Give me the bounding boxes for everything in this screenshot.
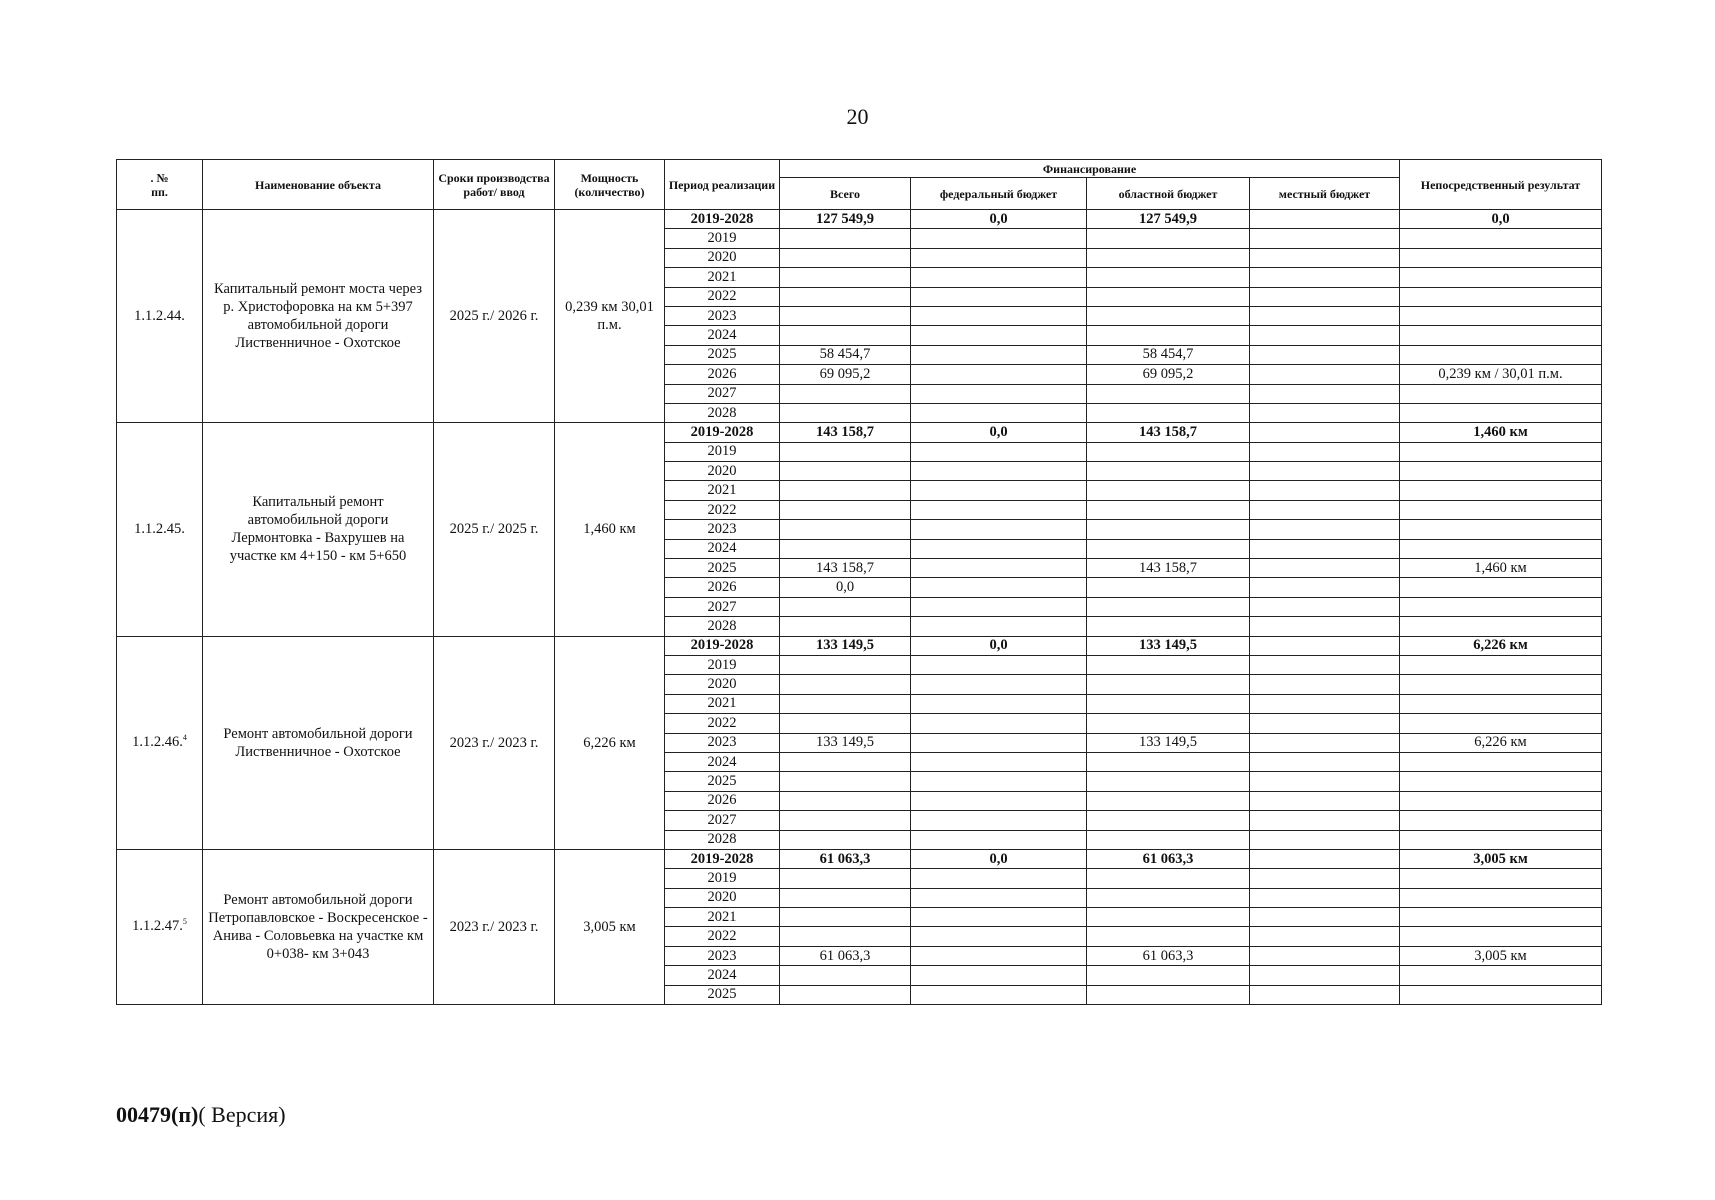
period-cell: 2022 bbox=[665, 287, 780, 306]
local-cell bbox=[1250, 908, 1400, 927]
federal-cell bbox=[911, 345, 1087, 364]
result-cell bbox=[1400, 597, 1602, 616]
regional-cell bbox=[1087, 268, 1250, 287]
federal-cell bbox=[911, 830, 1087, 849]
regional-cell: 143 158,7 bbox=[1087, 423, 1250, 442]
federal-cell bbox=[911, 442, 1087, 461]
federal-cell bbox=[911, 597, 1087, 616]
footnote-marker: 4 bbox=[182, 733, 187, 743]
object-number bbox=[117, 210, 203, 423]
period-cell: 2019-2028 bbox=[665, 210, 780, 229]
total-cell bbox=[780, 539, 911, 558]
local-cell bbox=[1250, 888, 1400, 907]
period-cell: 2026 bbox=[665, 791, 780, 810]
federal-cell bbox=[911, 714, 1087, 733]
object-number bbox=[117, 849, 203, 1004]
table-body bbox=[117, 210, 1602, 1005]
federal-cell bbox=[911, 966, 1087, 985]
regional-cell bbox=[1087, 384, 1250, 403]
local-cell bbox=[1250, 578, 1400, 597]
local-cell bbox=[1250, 442, 1400, 461]
regional-cell bbox=[1087, 869, 1250, 888]
object-number-text: 1.1.2.45. bbox=[134, 520, 185, 537]
table-row bbox=[117, 849, 1602, 868]
period-cell: 2024 bbox=[665, 326, 780, 345]
period-cell: 2021 bbox=[665, 694, 780, 713]
object-terms: 2025 г./ 2026 г. bbox=[434, 210, 555, 423]
period-cell: 2028 bbox=[665, 830, 780, 849]
period-cell: 2022 bbox=[665, 500, 780, 519]
regional-cell bbox=[1087, 791, 1250, 810]
federal-cell bbox=[911, 326, 1087, 345]
regional-cell bbox=[1087, 520, 1250, 539]
period-cell: 2020 bbox=[665, 462, 780, 481]
total-cell: 133 149,5 bbox=[780, 636, 911, 655]
total-cell bbox=[780, 772, 911, 791]
regional-cell bbox=[1087, 248, 1250, 267]
total-cell: 0,0 bbox=[780, 578, 911, 597]
regional-cell bbox=[1087, 462, 1250, 481]
total-cell bbox=[780, 811, 911, 830]
period-cell: 2027 bbox=[665, 597, 780, 616]
total-cell bbox=[780, 617, 911, 636]
table-row bbox=[117, 423, 1602, 442]
regional-cell: 143 158,7 bbox=[1087, 559, 1250, 578]
local-cell bbox=[1250, 869, 1400, 888]
federal-cell bbox=[911, 578, 1087, 597]
result-cell: 0,239 км / 30,01 п.м. bbox=[1400, 365, 1602, 384]
period-cell: 2026 bbox=[665, 578, 780, 597]
period-cell: 2019 bbox=[665, 442, 780, 461]
result-cell bbox=[1400, 772, 1602, 791]
result-cell bbox=[1400, 462, 1602, 481]
regional-cell bbox=[1087, 229, 1250, 248]
result-cell bbox=[1400, 248, 1602, 267]
document-code bbox=[116, 1102, 286, 1128]
result-cell bbox=[1400, 287, 1602, 306]
object-name: Ремонт автомобильной дороги Лиственничное - Охотское bbox=[203, 636, 434, 849]
total-cell bbox=[780, 287, 911, 306]
regional-cell bbox=[1087, 306, 1250, 325]
header-terms: Сроки производства работ/ ввод bbox=[434, 160, 555, 210]
federal-cell bbox=[911, 946, 1087, 965]
regional-cell bbox=[1087, 830, 1250, 849]
federal-cell bbox=[911, 384, 1087, 403]
result-cell bbox=[1400, 442, 1602, 461]
period-cell: 2025 bbox=[665, 345, 780, 364]
object-capacity: 1,460 км bbox=[555, 423, 665, 636]
period-cell: 2019-2028 bbox=[665, 849, 780, 868]
total-cell bbox=[780, 655, 911, 674]
total-cell bbox=[780, 326, 911, 345]
period-cell: 2025 bbox=[665, 559, 780, 578]
regional-cell bbox=[1087, 287, 1250, 306]
regional-cell bbox=[1087, 927, 1250, 946]
header-regional: областной бюджет bbox=[1087, 178, 1250, 210]
regional-cell bbox=[1087, 442, 1250, 461]
local-cell bbox=[1250, 752, 1400, 771]
object-number bbox=[117, 423, 203, 636]
period-cell: 2020 bbox=[665, 888, 780, 907]
regional-cell bbox=[1087, 908, 1250, 927]
object-number-text: 1.1.2.46. bbox=[132, 734, 183, 751]
regional-cell bbox=[1087, 539, 1250, 558]
result-cell: 1,460 км bbox=[1400, 423, 1602, 442]
regional-cell bbox=[1087, 752, 1250, 771]
federal-cell bbox=[911, 500, 1087, 519]
result-cell bbox=[1400, 481, 1602, 500]
object-terms: 2023 г./ 2023 г. bbox=[434, 849, 555, 1004]
total-cell bbox=[780, 675, 911, 694]
result-cell bbox=[1400, 500, 1602, 519]
total-cell bbox=[780, 714, 911, 733]
result-cell bbox=[1400, 869, 1602, 888]
result-cell: 0,0 bbox=[1400, 210, 1602, 229]
period-cell: 2021 bbox=[665, 481, 780, 500]
local-cell bbox=[1250, 811, 1400, 830]
regional-cell bbox=[1087, 985, 1250, 1004]
result-cell bbox=[1400, 403, 1602, 422]
period-cell: 2025 bbox=[665, 772, 780, 791]
period-cell: 2024 bbox=[665, 539, 780, 558]
result-cell bbox=[1400, 811, 1602, 830]
local-cell bbox=[1250, 365, 1400, 384]
table-row bbox=[117, 210, 1602, 229]
result-cell bbox=[1400, 345, 1602, 364]
total-cell bbox=[780, 229, 911, 248]
local-cell bbox=[1250, 694, 1400, 713]
federal-cell bbox=[911, 617, 1087, 636]
total-cell bbox=[780, 927, 911, 946]
period-cell: 2019 bbox=[665, 229, 780, 248]
period-cell: 2022 bbox=[665, 714, 780, 733]
total-cell bbox=[780, 597, 911, 616]
total-cell bbox=[780, 985, 911, 1004]
total-cell bbox=[780, 481, 911, 500]
period-cell: 2021 bbox=[665, 268, 780, 287]
total-cell bbox=[780, 403, 911, 422]
local-cell bbox=[1250, 733, 1400, 752]
total-cell bbox=[780, 248, 911, 267]
regional-cell: 133 149,5 bbox=[1087, 733, 1250, 752]
federal-cell bbox=[911, 811, 1087, 830]
result-cell bbox=[1400, 229, 1602, 248]
local-cell bbox=[1250, 714, 1400, 733]
period-cell: 2024 bbox=[665, 966, 780, 985]
header-period: Период реализации bbox=[665, 160, 780, 210]
regional-cell bbox=[1087, 714, 1250, 733]
local-cell bbox=[1250, 268, 1400, 287]
period-cell: 2019 bbox=[665, 869, 780, 888]
total-cell bbox=[780, 462, 911, 481]
local-cell bbox=[1250, 772, 1400, 791]
local-cell bbox=[1250, 345, 1400, 364]
regional-cell: 69 095,2 bbox=[1087, 365, 1250, 384]
regional-cell bbox=[1087, 772, 1250, 791]
result-cell bbox=[1400, 539, 1602, 558]
result-cell bbox=[1400, 966, 1602, 985]
period-cell: 2023 bbox=[665, 946, 780, 965]
federal-cell bbox=[911, 772, 1087, 791]
result-cell: 1,460 км bbox=[1400, 559, 1602, 578]
total-cell bbox=[780, 520, 911, 539]
period-cell: 2020 bbox=[665, 675, 780, 694]
federal-cell bbox=[911, 869, 1087, 888]
header-name: Наименование объекта bbox=[203, 160, 434, 210]
federal-cell: 0,0 bbox=[911, 423, 1087, 442]
result-cell bbox=[1400, 927, 1602, 946]
regional-cell bbox=[1087, 500, 1250, 519]
federal-cell bbox=[911, 985, 1087, 1004]
regional-cell: 61 063,3 bbox=[1087, 849, 1250, 868]
federal-cell bbox=[911, 908, 1087, 927]
federal-cell: 0,0 bbox=[911, 849, 1087, 868]
federal-cell bbox=[911, 229, 1087, 248]
table-row bbox=[117, 636, 1602, 655]
result-cell bbox=[1400, 675, 1602, 694]
regional-cell bbox=[1087, 811, 1250, 830]
total-cell bbox=[780, 869, 911, 888]
total-cell: 69 095,2 bbox=[780, 365, 911, 384]
local-cell bbox=[1250, 849, 1400, 868]
federal-cell bbox=[911, 675, 1087, 694]
object-name: Ремонт автомобильной дороги Петропавловское - Воскресенское - Анива - Соловьевка на участке км 0+038- км 3+043 bbox=[203, 849, 434, 1004]
financing-table bbox=[116, 159, 1602, 1005]
local-cell bbox=[1250, 520, 1400, 539]
total-cell bbox=[780, 500, 911, 519]
object-capacity: 6,226 км bbox=[555, 636, 665, 849]
result-cell bbox=[1400, 888, 1602, 907]
total-cell: 143 158,7 bbox=[780, 423, 911, 442]
result-cell bbox=[1400, 694, 1602, 713]
total-cell: 133 149,5 bbox=[780, 733, 911, 752]
federal-cell bbox=[911, 733, 1087, 752]
period-cell: 2027 bbox=[665, 384, 780, 403]
local-cell bbox=[1250, 636, 1400, 655]
total-cell bbox=[780, 752, 911, 771]
period-cell: 2023 bbox=[665, 733, 780, 752]
total-cell: 61 063,3 bbox=[780, 946, 911, 965]
local-cell bbox=[1250, 500, 1400, 519]
federal-cell bbox=[911, 481, 1087, 500]
local-cell bbox=[1250, 946, 1400, 965]
local-cell bbox=[1250, 966, 1400, 985]
local-cell bbox=[1250, 830, 1400, 849]
result-cell bbox=[1400, 791, 1602, 810]
document-code-number: 00479(п) bbox=[116, 1102, 199, 1127]
local-cell bbox=[1250, 306, 1400, 325]
federal-cell bbox=[911, 559, 1087, 578]
result-cell bbox=[1400, 306, 1602, 325]
result-cell bbox=[1400, 578, 1602, 597]
period-cell: 2019-2028 bbox=[665, 636, 780, 655]
result-cell bbox=[1400, 268, 1602, 287]
local-cell bbox=[1250, 655, 1400, 674]
regional-cell: 58 454,7 bbox=[1087, 345, 1250, 364]
local-cell bbox=[1250, 617, 1400, 636]
total-cell bbox=[780, 830, 911, 849]
result-cell bbox=[1400, 617, 1602, 636]
regional-cell: 133 149,5 bbox=[1087, 636, 1250, 655]
page-number: 20 bbox=[846, 104, 869, 129]
federal-cell bbox=[911, 403, 1087, 422]
header-result: Непосредственный результат bbox=[1400, 160, 1602, 210]
object-number bbox=[117, 636, 203, 849]
federal-cell bbox=[911, 248, 1087, 267]
federal-cell bbox=[911, 539, 1087, 558]
period-cell: 2023 bbox=[665, 306, 780, 325]
period-cell: 2025 bbox=[665, 985, 780, 1004]
total-cell bbox=[780, 888, 911, 907]
local-cell bbox=[1250, 481, 1400, 500]
regional-cell bbox=[1087, 675, 1250, 694]
footnote-marker: 5 bbox=[182, 917, 187, 927]
federal-cell bbox=[911, 365, 1087, 384]
local-cell bbox=[1250, 985, 1400, 1004]
federal-cell bbox=[911, 888, 1087, 907]
total-cell: 58 454,7 bbox=[780, 345, 911, 364]
header-num: . № пп. bbox=[117, 160, 203, 210]
object-terms: 2025 г./ 2025 г. bbox=[434, 423, 555, 636]
result-cell bbox=[1400, 830, 1602, 849]
period-cell: 2026 bbox=[665, 365, 780, 384]
federal-cell bbox=[911, 287, 1087, 306]
total-cell bbox=[780, 908, 911, 927]
local-cell bbox=[1250, 597, 1400, 616]
federal-cell bbox=[911, 927, 1087, 946]
period-cell: 2020 bbox=[665, 248, 780, 267]
result-cell: 3,005 км bbox=[1400, 946, 1602, 965]
local-cell bbox=[1250, 287, 1400, 306]
federal-cell bbox=[911, 694, 1087, 713]
federal-cell bbox=[911, 520, 1087, 539]
regional-cell bbox=[1087, 481, 1250, 500]
period-cell: 2019 bbox=[665, 655, 780, 674]
local-cell bbox=[1250, 210, 1400, 229]
total-cell bbox=[780, 694, 911, 713]
regional-cell bbox=[1087, 617, 1250, 636]
result-cell bbox=[1400, 908, 1602, 927]
regional-cell: 61 063,3 bbox=[1087, 946, 1250, 965]
result-cell bbox=[1400, 520, 1602, 539]
object-terms: 2023 г./ 2023 г. bbox=[434, 636, 555, 849]
local-cell bbox=[1250, 791, 1400, 810]
result-cell bbox=[1400, 384, 1602, 403]
local-cell bbox=[1250, 423, 1400, 442]
regional-cell bbox=[1087, 403, 1250, 422]
regional-cell bbox=[1087, 597, 1250, 616]
result-cell bbox=[1400, 714, 1602, 733]
header-local: местный бюджет bbox=[1250, 178, 1400, 210]
local-cell bbox=[1250, 384, 1400, 403]
total-cell bbox=[780, 306, 911, 325]
local-cell bbox=[1250, 927, 1400, 946]
object-name: Капитальный ремонт моста через р. Христофоровка на км 5+397 автомобильной дороги Лиственничное - Охотское bbox=[203, 210, 434, 423]
header-capacity: Мощность (количество) bbox=[555, 160, 665, 210]
federal-cell bbox=[911, 268, 1087, 287]
period-cell: 2027 bbox=[665, 811, 780, 830]
period-cell: 2022 bbox=[665, 927, 780, 946]
local-cell bbox=[1250, 229, 1400, 248]
regional-cell bbox=[1087, 966, 1250, 985]
result-cell: 6,226 км bbox=[1400, 636, 1602, 655]
federal-cell bbox=[911, 752, 1087, 771]
local-cell bbox=[1250, 559, 1400, 578]
federal-cell bbox=[911, 462, 1087, 481]
total-cell bbox=[780, 268, 911, 287]
local-cell bbox=[1250, 675, 1400, 694]
total-cell bbox=[780, 791, 911, 810]
federal-cell bbox=[911, 791, 1087, 810]
header-total: Всего bbox=[780, 178, 911, 210]
document-version: ( Версия) bbox=[198, 1102, 286, 1127]
result-cell bbox=[1400, 752, 1602, 771]
result-cell bbox=[1400, 985, 1602, 1004]
total-cell: 127 549,9 bbox=[780, 210, 911, 229]
object-number-text: 1.1.2.47. bbox=[132, 918, 183, 935]
header-financing: Финансирование bbox=[780, 160, 1400, 178]
local-cell bbox=[1250, 248, 1400, 267]
period-cell: 2021 bbox=[665, 908, 780, 927]
regional-cell bbox=[1087, 578, 1250, 597]
regional-cell bbox=[1087, 694, 1250, 713]
regional-cell: 127 549,9 bbox=[1087, 210, 1250, 229]
federal-cell bbox=[911, 655, 1087, 674]
regional-cell bbox=[1087, 655, 1250, 674]
local-cell bbox=[1250, 326, 1400, 345]
result-cell bbox=[1400, 326, 1602, 345]
regional-cell bbox=[1087, 888, 1250, 907]
total-cell bbox=[780, 966, 911, 985]
period-cell: 2028 bbox=[665, 403, 780, 422]
period-cell: 2028 bbox=[665, 617, 780, 636]
period-cell: 2024 bbox=[665, 752, 780, 771]
result-cell: 3,005 км bbox=[1400, 849, 1602, 868]
object-capacity: 3,005 км bbox=[555, 849, 665, 1004]
period-cell: 2019-2028 bbox=[665, 423, 780, 442]
total-cell bbox=[780, 384, 911, 403]
local-cell bbox=[1250, 403, 1400, 422]
header-federal: федеральный бюджет bbox=[911, 178, 1087, 210]
total-cell: 143 158,7 bbox=[780, 559, 911, 578]
object-number-text: 1.1.2.44. bbox=[134, 307, 185, 324]
result-cell bbox=[1400, 655, 1602, 674]
result-cell: 6,226 км bbox=[1400, 733, 1602, 752]
federal-cell: 0,0 bbox=[911, 636, 1087, 655]
regional-cell bbox=[1087, 326, 1250, 345]
table-header bbox=[117, 160, 1602, 210]
federal-cell: 0,0 bbox=[911, 210, 1087, 229]
total-cell bbox=[780, 442, 911, 461]
object-name: Капитальный ремонт автомобильной дороги Лермонтовка - Вахрушев на участке км 4+150 - км 5+650 bbox=[203, 423, 434, 636]
object-capacity: 0,239 км 30,01 п.м. bbox=[555, 210, 665, 423]
local-cell bbox=[1250, 462, 1400, 481]
federal-cell bbox=[911, 306, 1087, 325]
total-cell: 61 063,3 bbox=[780, 849, 911, 868]
period-cell: 2023 bbox=[665, 520, 780, 539]
local-cell bbox=[1250, 539, 1400, 558]
